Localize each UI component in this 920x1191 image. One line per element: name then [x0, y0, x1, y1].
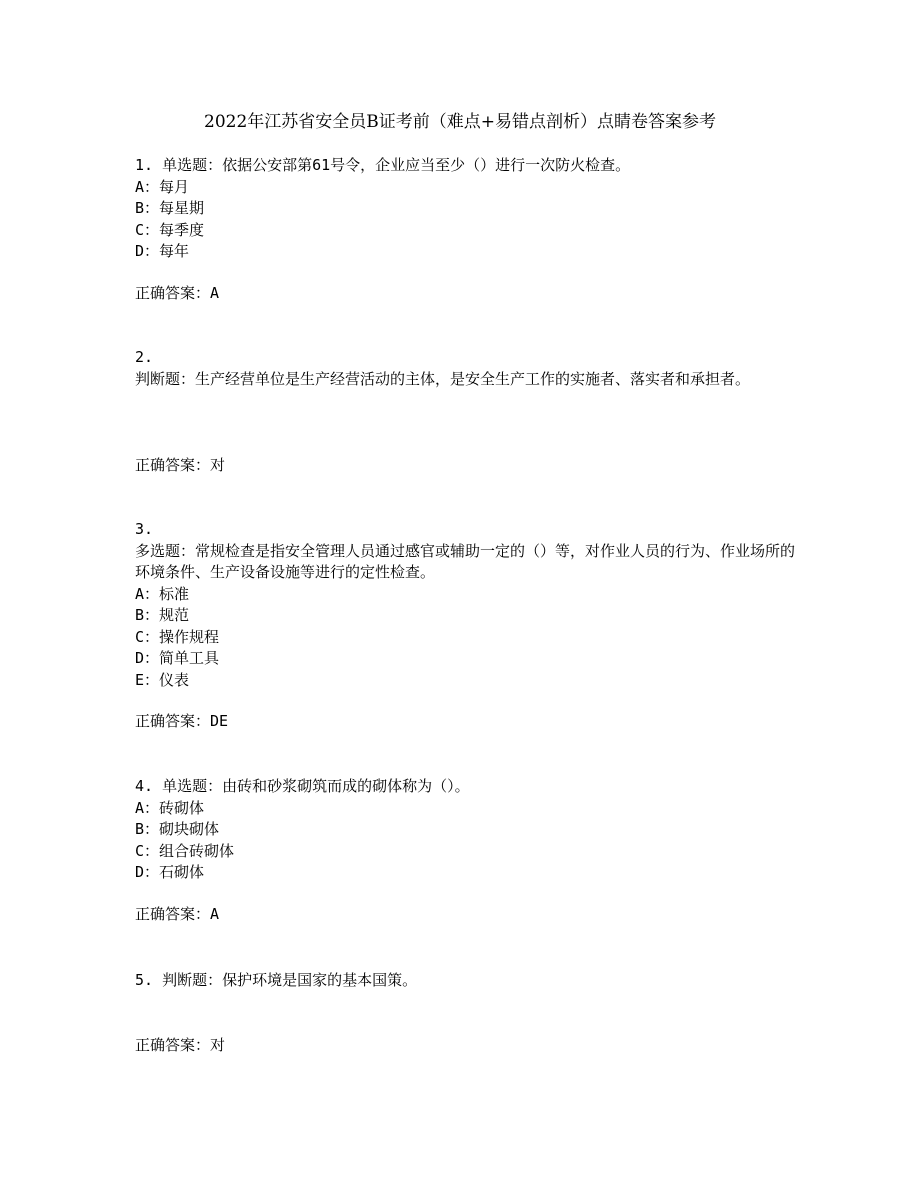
- question-stem: 判断题：生产经营单位是生产经营活动的主体，是安全生产工作的实施者、落实者和承担者。: [135, 369, 751, 388]
- question-5: [135, 970, 795, 992]
- correct-answer: 正确答案：对: [135, 1036, 226, 1054]
- option-c: C：每季度: [135, 220, 205, 239]
- question-number: 1.: [135, 156, 154, 174]
- question-stem: 4. 单选题：由砖和砂浆砌筑而成的砌体称为（）。: [135, 777, 470, 795]
- correct-answer: 正确答案：A: [135, 283, 220, 302]
- question-2: [135, 347, 795, 390]
- option-b: B：每星期: [135, 199, 205, 217]
- question-stem: 5. 判断题：保护环境是国家的基本国策。: [135, 971, 418, 989]
- correct-answer: 正确答案：DE: [135, 712, 229, 730]
- question-2-answer-block: [135, 455, 795, 477]
- question-stem: 多选题：常规检查是指安全管理人员通过感官或辅助一定的（）等，对作业人员的行为、作业场所的环境条件、生产设备设施等进行的定性检查。: [135, 541, 796, 581]
- question-stem: 1. 单选题：依据公安部第61号令，企业应当至少（）进行一次防火检查。: [135, 156, 631, 174]
- question-number: 2.: [135, 348, 154, 366]
- question-number: 4.: [135, 777, 154, 795]
- question-3: [135, 519, 795, 733]
- option-a: A：标准: [135, 584, 190, 603]
- correct-answer: 正确答案：A: [135, 904, 220, 923]
- option-a: A：每月: [135, 177, 190, 196]
- question-5-answer-block: [135, 1035, 795, 1057]
- option-d: D：石砌体: [135, 863, 205, 881]
- option-c: C：操作规程: [135, 627, 220, 646]
- question-number: 3.: [135, 520, 154, 538]
- option-b: B：砌块砌体: [135, 820, 220, 838]
- question-4: [135, 776, 795, 925]
- question-1: [135, 155, 795, 304]
- correct-answer: 正确答案：对: [135, 456, 226, 474]
- question-number: 5.: [135, 971, 154, 989]
- option-e: E：仪表: [135, 670, 190, 689]
- option-c: C：组合砖砌体: [135, 841, 235, 860]
- option-a: A：砖砌体: [135, 798, 205, 817]
- option-b: B：规范: [135, 606, 190, 624]
- document-title: 2022年江苏省安全员B证考前（难点+易错点剖析）点睛卷答案参考: [204, 112, 716, 132]
- option-d: D：简单工具: [135, 649, 220, 667]
- option-d: D：每年: [135, 242, 190, 260]
